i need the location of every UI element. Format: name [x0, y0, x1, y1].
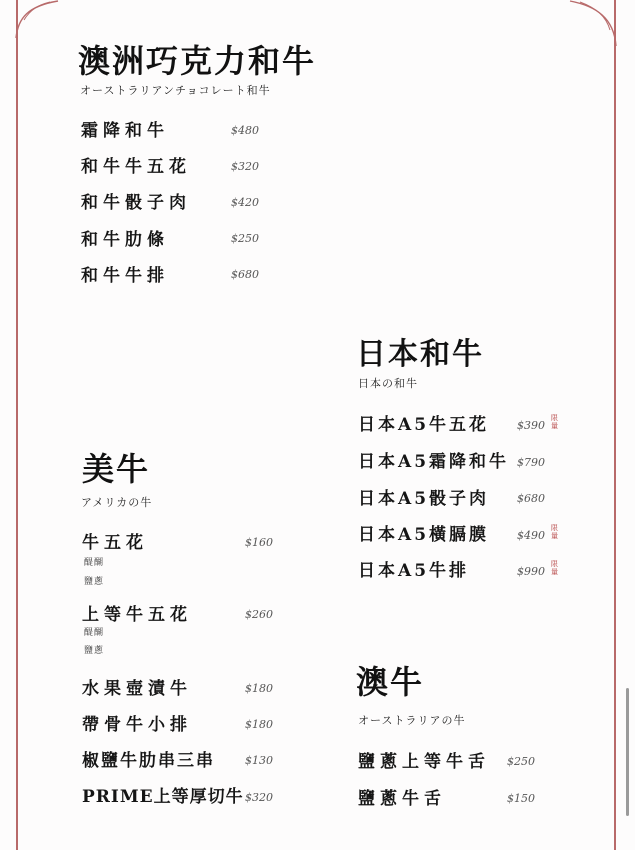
menu-item-price: $490	[517, 529, 545, 542]
menu-item-price: $420	[231, 196, 259, 209]
menu-item-price: $250	[507, 755, 535, 768]
menu-item-name: 和牛牛五花	[81, 157, 191, 177]
menu-item-name: 和牛牛排	[81, 266, 169, 286]
menu-item-price: $180	[245, 682, 273, 695]
section-subtitle-japanese-wagyu: 日本の和牛	[358, 377, 418, 390]
menu-item-name: 日本A5牛五花	[358, 415, 490, 435]
limited-badge: 限量	[551, 414, 558, 430]
menu-item-price: $130	[245, 754, 273, 767]
menu-item-price: $260	[245, 608, 273, 621]
menu-item-price: $390	[517, 419, 545, 432]
section-title-japanese-wagyu: 日本和牛	[356, 337, 484, 372]
item-note: 鹽蔥	[84, 577, 105, 587]
section-subtitle-us-beef: アメリカの牛	[81, 496, 153, 509]
section-title-us-beef: 美牛	[82, 450, 151, 488]
menu-item-name: 水果壺漬牛	[82, 679, 192, 699]
item-note: 醍醐	[84, 558, 105, 568]
menu-item-price: $990	[517, 565, 545, 578]
section-subtitle-aus-beef: オーストラリアの牛	[358, 714, 466, 727]
menu-item-name: 日本A5骰子肉	[358, 489, 490, 509]
menu-item-name: 牛五花	[82, 533, 148, 553]
menu-item-price: $480	[231, 124, 259, 137]
menu-item-name: 日本A5霜降和牛	[358, 452, 510, 472]
corner-ornament-left	[14, 0, 64, 40]
menu-item-name: 鹽蔥上等牛舌	[358, 752, 490, 772]
section-title-aus-beef: 澳牛	[356, 663, 425, 701]
menu-item-name: 日本A5橫膈膜	[358, 525, 490, 545]
menu-item-name: 霜降和牛	[81, 121, 169, 141]
limited-badge: 限量	[551, 524, 558, 540]
item-note: 鹽蔥	[84, 646, 105, 656]
menu-item-price: $160	[245, 536, 273, 549]
limited-badge: 限量	[551, 560, 558, 576]
frame-right-border	[614, 0, 616, 850]
menu-item-price: $250	[231, 232, 259, 245]
section-subtitle-australian-wagyu: オーストラリアンチョコレート和牛	[80, 84, 271, 97]
menu-item-price: $790	[517, 456, 545, 469]
menu-item-name: PRIME上等厚切牛	[82, 787, 244, 807]
menu-item-price: $180	[245, 718, 273, 731]
menu-item-name: 和牛骰子肉	[81, 193, 191, 213]
item-note: 醍醐	[84, 628, 105, 638]
menu-item-name: 和牛肋條	[81, 230, 169, 250]
menu-item-price: $680	[517, 492, 545, 505]
section-title-australian-wagyu: 澳洲巧克力和牛	[78, 42, 317, 80]
menu-item-price: $680	[231, 268, 259, 281]
menu-item-name: 椒鹽牛肋串三串	[82, 751, 215, 771]
menu-item-name: 上等牛五花	[82, 605, 192, 625]
menu-item-price: $150	[507, 792, 535, 805]
menu-item-name: 帶骨牛小排	[82, 715, 192, 735]
scrollbar[interactable]	[626, 688, 629, 816]
menu-item-price: $320	[231, 160, 259, 173]
frame-left-border	[16, 0, 18, 850]
menu-item-name: 鹽蔥牛舌	[358, 789, 446, 809]
corner-ornament-right	[566, 0, 620, 48]
menu-item-price: $320	[245, 791, 273, 804]
menu-item-name: 日本A5牛排	[358, 561, 470, 581]
